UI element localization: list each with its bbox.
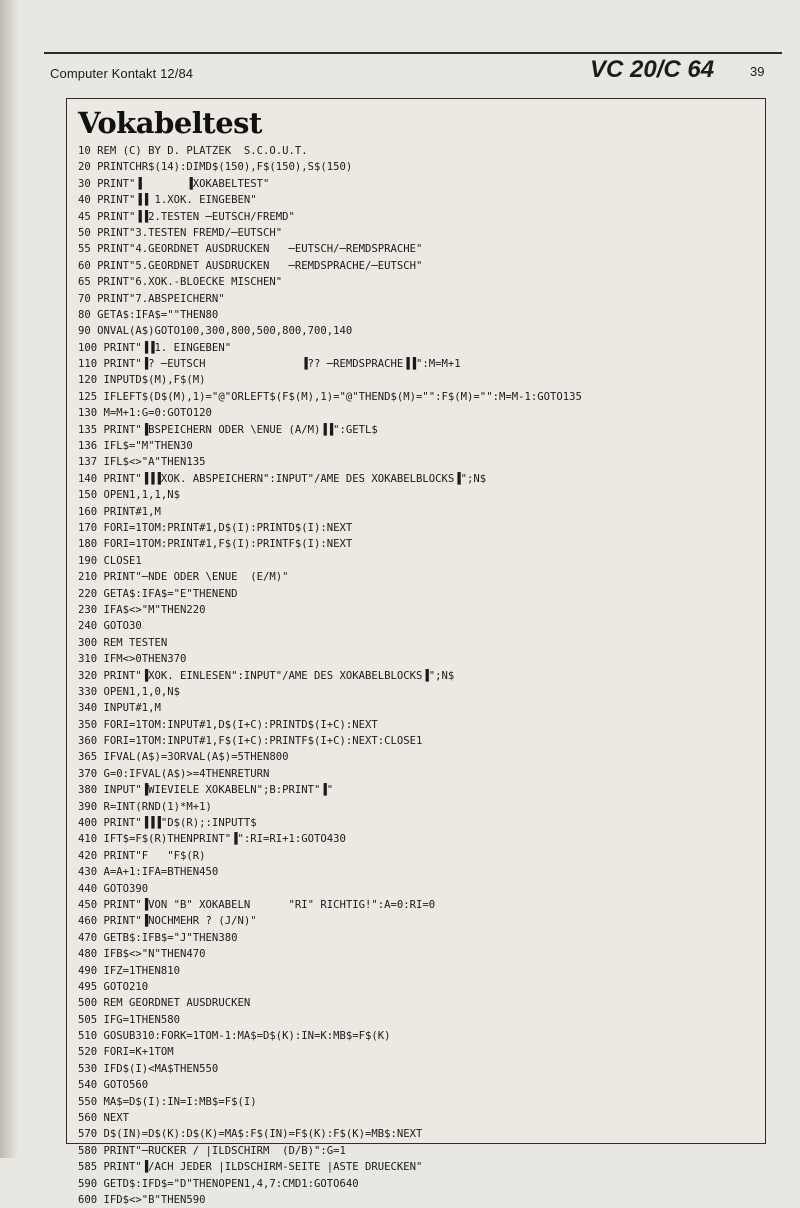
code-line: 360 FORI=1TOM:INPUT#1,F$(I+C):PRINTF$(I+C):NEXT:CLOSE1 bbox=[78, 735, 423, 748]
code-line: 136 IFL$="M"THEN30 bbox=[78, 440, 193, 453]
code-line: 150 OPEN1,1,1,N$ bbox=[78, 489, 181, 502]
code-line: 380 INPUT"▐WIEVIELE XOKABELN";B:PRINT"▐" bbox=[78, 784, 334, 797]
code-line: 440 GOTO390 bbox=[78, 882, 149, 895]
code-line: 70 PRINT"7.ABSPEICHERN" bbox=[78, 292, 225, 305]
code-line: 520 FORI=K+1TOM bbox=[78, 1046, 174, 1059]
code-line: 585 PRINT"▐/ACH JEDER |ILDSCHIRM-SEITE |ASTE DRUECKEN" bbox=[78, 1161, 423, 1174]
code-line: 190 CLOSE1 bbox=[78, 554, 142, 567]
code-line: 45 PRINT"▐▐2.TESTEN ─EUTSCH/FREMD" bbox=[78, 210, 295, 223]
code-line: 240 GOTO30 bbox=[78, 620, 142, 633]
code-line: 210 PRINT"─NDE ODER \ENUE (E/M)" bbox=[78, 571, 289, 584]
code-line: 55 PRINT"4.GEORDNET AUSDRUCKEN ─EUTSCH/─REMDSPRACHE" bbox=[78, 243, 423, 256]
code-line: 510 GOSUB310:FORK=1TOM-1:MA$=D$(K):IN=K:MB$=F$(K) bbox=[78, 1030, 391, 1043]
code-line: 410 IFT$=F$(R)THENPRINT"▐":RI=RI+1:GOTO430 bbox=[78, 833, 346, 846]
code-line: 320 PRINT"▐XOK. EINLESEN":INPUT"/AME DES XOKABELBLOCKS▐";N$ bbox=[78, 669, 455, 682]
magazine-issue: Computer Kontakt 12/84 bbox=[50, 66, 194, 81]
code-line: 330 OPEN1,1,0,N$ bbox=[78, 685, 181, 698]
code-line: 130 M=M+1:G=0:GOTO120 bbox=[78, 407, 212, 420]
code-line: 340 INPUT#1,M bbox=[78, 702, 161, 715]
code-line: 350 FORI=1TOM:INPUT#1,D$(I+C):PRINTD$(I+C):NEXT bbox=[78, 718, 378, 731]
code-line: 100 PRINT"▐▐1. EINGEBEN" bbox=[78, 341, 232, 354]
code-line: 50 PRINT"3.TESTEN FREMD/─EUTSCH" bbox=[78, 226, 283, 239]
code-line: 110 PRINT"▐? ─EUTSCH ▐?? ─REMDSPRACHE▐▐":M=M+1 bbox=[78, 358, 461, 371]
code-line: 220 GETA$:IFA$="E"THENEND bbox=[78, 587, 238, 600]
code-line: 365 IFVAL(A$)=3ORVAL(A$)=5THEN800 bbox=[78, 751, 289, 764]
code-line: 370 G=0:IFVAL(A$)>=4THENRETURN bbox=[78, 767, 270, 780]
code-line: 180 FORI=1TOM:PRINT#1,F$(I):PRINTF$(I):NEXT bbox=[78, 538, 353, 551]
code-line: 560 NEXT bbox=[78, 1112, 130, 1125]
code-line: 30 PRINT"▐ ▐XOKABELTEST" bbox=[78, 177, 270, 190]
code-line: 10 REM (C) BY D. PLATZEK S.C.O.U.T. bbox=[78, 145, 308, 157]
program-listing bbox=[78, 143, 758, 1208]
code-line: 230 IFA$<>"M"THEN220 bbox=[78, 603, 206, 616]
code-line: 505 IFG=1THEN580 bbox=[78, 1013, 181, 1026]
code-line: 495 GOTO210 bbox=[78, 980, 149, 993]
code-line: 500 REM GEORDNET AUSDRUCKEN bbox=[78, 997, 251, 1010]
code-line: 125 IFLEFT$(D$(M),1)="@"ORLEFT$(F$(M),1)="@"THEND$(M)="":F$(M)="":M=M-1:GOTO135 bbox=[78, 390, 582, 403]
code-line: 590 GETD$:IFD$="D"THENOPEN1,4,7:CMD1:GOTO640 bbox=[78, 1177, 359, 1190]
code-line: 65 PRINT"6.XOK.-BLOECKE MISCHEN" bbox=[78, 276, 283, 289]
code-line: 60 PRINT"5.GEORDNET AUSDRUCKEN ─REMDSPRACHE/─EUTSCH" bbox=[78, 259, 423, 272]
code-line: 300 REM TESTEN bbox=[78, 636, 168, 649]
page-number: 39 bbox=[750, 64, 765, 79]
code-line: 540 GOTO560 bbox=[78, 1079, 149, 1092]
code-line: 390 R=INT(RND(1)*M+1) bbox=[78, 800, 212, 813]
code-line: 140 PRINT"▐▐▐XOK. ABSPEICHERN":INPUT"/AME DES XOKABELBLOCKS▐";N$ bbox=[78, 472, 487, 485]
code-line: 170 FORI=1TOM:PRINT#1,D$(I):PRINTD$(I):NEXT bbox=[78, 521, 353, 534]
code-line: 120 INPUTD$(M),F$(M) bbox=[78, 374, 206, 387]
code-line: 460 PRINT"▐NOCHMEHR ? (J/N)" bbox=[78, 915, 257, 928]
magazine-section-title: VC 20/C 64 bbox=[590, 56, 715, 83]
code-line: 430 A=A+1:IFA=BTHEN450 bbox=[78, 866, 219, 879]
code-line: 470 GETB$:IFB$="J"THEN380 bbox=[78, 931, 238, 944]
code-line: 40 PRINT"▐▐ 1.XOK. EINGEBEN" bbox=[78, 194, 257, 207]
code-line: 420 PRINT"F "F$(R) bbox=[78, 849, 206, 862]
code-line: 480 IFB$<>"N"THEN470 bbox=[78, 948, 206, 961]
header-rule bbox=[44, 52, 782, 54]
code-line: 490 IFZ=1THEN810 bbox=[78, 964, 181, 977]
code-line: 80 GETA$:IFA$=""THEN80 bbox=[78, 308, 219, 321]
page-edge bbox=[0, 0, 18, 1158]
code-line: 20 PRINTCHR$(14):DIMD$(150),F$(150),S$(150) bbox=[78, 161, 353, 174]
code-line: 90 ONVAL(A$)GOTO100,300,800,500,800,700,140 bbox=[78, 325, 353, 338]
code-line: 400 PRINT"▐▐▐"D$(R);:INPUTT$ bbox=[78, 817, 257, 830]
code-line: 550 MA$=D$(I):IN=I:MB$=F$(I) bbox=[78, 1095, 257, 1108]
code-line: 530 IFD$(I)<MA$THEN550 bbox=[78, 1062, 219, 1075]
code-line: 450 PRINT"▐VON "B" XOKABELN "RI" RICHTIG!":A=0:RI=0 bbox=[78, 898, 436, 911]
code-line: 160 PRINT#1,M bbox=[78, 505, 161, 518]
code-line: 580 PRINT"─RUCKER / |ILDSCHIRM (D/B)":G=1 bbox=[78, 1144, 346, 1157]
code-line: 135 PRINT"▐BSPEICHERN ODER \ENUE (A/M)▐▐":GETL$ bbox=[78, 423, 378, 436]
code-line: 600 IFD$<>"B"THEN590 bbox=[78, 1194, 206, 1206]
article-title: Vokabeltest bbox=[78, 106, 262, 140]
code-line: 137 IFL$<>"A"THEN135 bbox=[78, 456, 206, 469]
code-line: 570 D$(IN)=D$(K):D$(K)=MA$:F$(IN)=F$(K):F$(K)=MB$:NEXT bbox=[78, 1128, 423, 1141]
code-line: 310 IFM<>0THEN370 bbox=[78, 653, 187, 666]
